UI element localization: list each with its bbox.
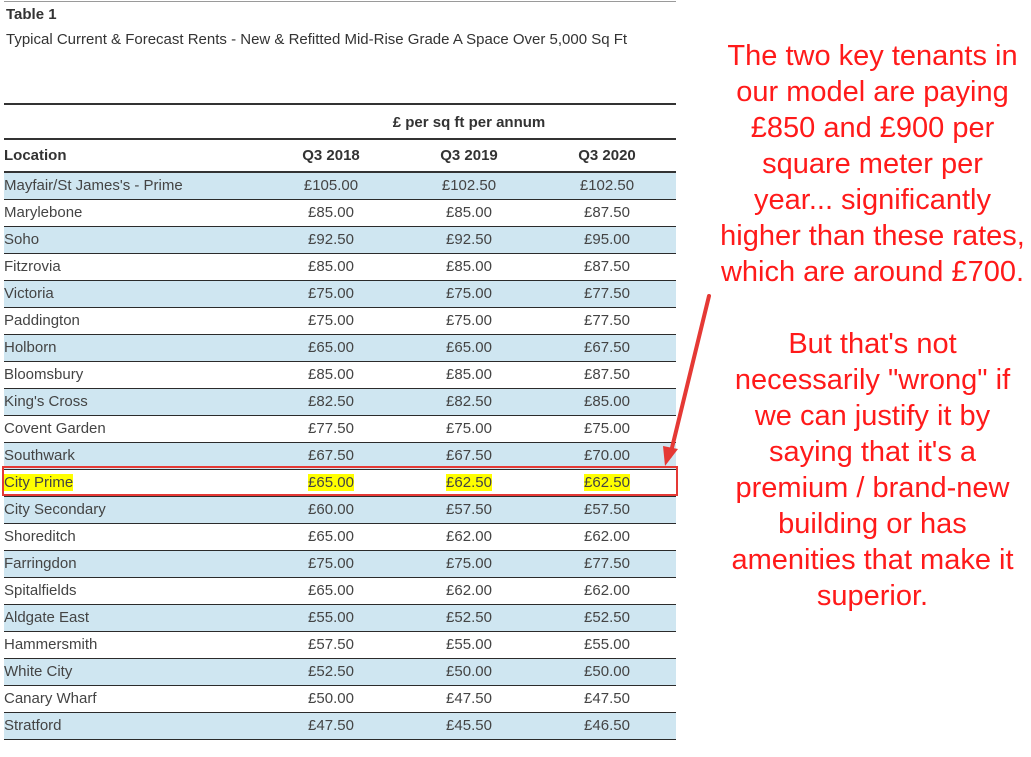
cell-q3-2018: £92.50	[308, 231, 354, 248]
cell-q3-2019-wrap	[400, 339, 538, 356]
cell-q3-2018: £85.00	[308, 204, 354, 221]
cell-q3-2019: £102.50	[441, 177, 497, 194]
cell-q3-2020-wrap	[538, 231, 676, 248]
cell-q3-2018-wrap	[262, 636, 400, 653]
cell-q3-2019: £75.00	[446, 420, 492, 437]
cell-q3-2018: £50.00	[308, 690, 354, 707]
cell-location: Marylebone	[4, 204, 83, 221]
column-header-location: Location	[4, 147, 67, 164]
cell-q3-2018: £85.00	[308, 258, 354, 275]
cell-q3-2019: £75.00	[446, 285, 492, 302]
cell-q3-2019-wrap	[400, 582, 538, 599]
cell-q3-2019: £75.00	[446, 555, 492, 572]
cell-location-wrap	[4, 312, 80, 329]
cell-q3-2019: £50.00	[446, 663, 492, 680]
table-row	[4, 389, 676, 416]
cell-q3-2020: £85.00	[584, 393, 630, 410]
table-body	[4, 173, 676, 740]
cell-q3-2019-wrap	[400, 663, 538, 680]
table-row	[4, 551, 676, 578]
cell-q3-2019-wrap	[400, 609, 538, 626]
cell-location: Spitalfields	[4, 582, 77, 599]
cell-q3-2018-wrap	[262, 393, 400, 410]
cell-location: Covent Garden	[4, 420, 106, 437]
cell-q3-2019: £62.00	[446, 528, 492, 545]
cell-location: Bloomsbury	[4, 366, 84, 383]
cell-q3-2018-wrap	[262, 312, 400, 329]
cell-q3-2018-wrap	[262, 501, 400, 518]
cell-q3-2019: £55.00	[446, 636, 492, 653]
cell-location-wrap	[4, 393, 88, 410]
cell-q3-2020-wrap	[538, 285, 676, 302]
cell-q3-2018-wrap	[262, 528, 400, 545]
cell-location: Paddington	[4, 312, 80, 329]
cell-q3-2020-wrap	[538, 663, 676, 680]
table-row	[4, 524, 676, 551]
cell-q3-2020-wrap	[538, 501, 676, 518]
cell-q3-2019: £65.00	[446, 339, 492, 356]
column-header-row	[4, 141, 676, 171]
cell-q3-2018-wrap	[262, 339, 400, 356]
cell-q3-2020: £87.50	[584, 366, 630, 383]
cell-q3-2019-wrap	[400, 528, 538, 545]
cell-q3-2019-wrap	[400, 690, 538, 707]
cell-q3-2018: £65.00	[308, 474, 354, 491]
cell-q3-2019-wrap	[400, 393, 538, 410]
cell-q3-2019: £85.00	[446, 204, 492, 221]
cell-location: Stratford	[4, 717, 62, 734]
cell-location-wrap	[4, 528, 76, 545]
top-rule	[4, 1, 676, 2]
cell-q3-2019: £75.00	[446, 312, 492, 329]
cell-q3-2019-wrap	[400, 447, 538, 464]
cell-q3-2019-wrap	[400, 312, 538, 329]
cell-location: Farringdon	[4, 555, 77, 572]
cell-q3-2020: £95.00	[584, 231, 630, 248]
cell-q3-2018-wrap	[262, 555, 400, 572]
cell-q3-2018: £82.50	[308, 393, 354, 410]
table-row	[4, 659, 676, 686]
table-title: Table 1	[6, 6, 57, 23]
table-row	[4, 416, 676, 443]
cell-location: Aldgate East	[4, 609, 90, 626]
cell-q3-2020-wrap	[538, 204, 676, 221]
cell-q3-2020: £47.50	[584, 690, 630, 707]
table-row	[4, 578, 676, 605]
cell-q3-2018-wrap	[262, 447, 400, 464]
table-row	[4, 227, 676, 254]
cell-q3-2020: £50.00	[584, 663, 630, 680]
table-row	[4, 335, 676, 362]
cell-location-wrap	[4, 501, 106, 518]
column-header-q3-2019: Q3 2019	[440, 147, 498, 164]
cell-q3-2020: £77.50	[584, 312, 630, 329]
table-row	[4, 605, 676, 632]
cell-q3-2018: £75.00	[308, 555, 354, 572]
cell-location-wrap	[4, 231, 39, 248]
cell-q3-2018: £52.50	[308, 663, 354, 680]
table-row	[4, 713, 676, 740]
table-row	[4, 200, 676, 227]
cell-q3-2019-wrap	[400, 258, 538, 275]
cell-q3-2018-wrap	[262, 204, 400, 221]
cell-q3-2018: £60.00	[308, 501, 354, 518]
cell-q3-2018-wrap	[262, 366, 400, 383]
cell-q3-2018: £75.00	[308, 312, 354, 329]
cell-q3-2018-wrap	[262, 177, 400, 194]
unit-header: £ per sq ft per annum	[392, 114, 546, 131]
cell-q3-2020-wrap	[538, 258, 676, 275]
cell-q3-2020: £57.50	[584, 501, 630, 518]
cell-q3-2018-wrap	[262, 285, 400, 302]
table-row	[4, 254, 676, 281]
cell-location-wrap	[4, 663, 72, 680]
cell-location: Canary Wharf	[4, 690, 97, 707]
table-subtitle: Typical Current & Forecast Rents - New & Refitted Mid-Rise Grade A Space Over 5,000 Sq Ft	[6, 31, 628, 48]
cell-location-wrap	[4, 555, 77, 572]
cell-location-wrap	[4, 717, 62, 734]
header-top-rule	[4, 103, 676, 105]
cell-q3-2019-wrap	[400, 204, 538, 221]
cell-q3-2018: £65.00	[308, 339, 354, 356]
cell-q3-2019: £47.50	[446, 690, 492, 707]
cell-q3-2020: £70.00	[584, 447, 630, 464]
cell-q3-2018: £105.00	[303, 177, 359, 194]
cell-q3-2020: £87.50	[584, 258, 630, 275]
cell-q3-2020: £77.50	[584, 555, 630, 572]
cell-q3-2019-wrap	[400, 636, 538, 653]
cell-q3-2020: £67.50	[584, 339, 630, 356]
table-row	[4, 632, 676, 659]
cell-location-wrap	[4, 204, 82, 221]
cell-q3-2019-wrap	[400, 501, 538, 518]
cell-q3-2020-wrap	[538, 312, 676, 329]
cell-location: Holborn	[4, 339, 57, 356]
cell-q3-2019: £62.50	[446, 474, 492, 491]
cell-location: Fitzrovia	[4, 258, 61, 275]
unit-rule	[4, 138, 676, 140]
cell-q3-2020: £55.00	[584, 636, 630, 653]
cell-location: City Prime	[4, 474, 74, 491]
cell-q3-2020: £62.00	[584, 528, 630, 545]
cell-q3-2020-wrap	[538, 528, 676, 545]
cell-q3-2018-wrap	[262, 717, 400, 734]
cell-q3-2020: £77.50	[584, 285, 630, 302]
cell-q3-2018-wrap	[262, 231, 400, 248]
cell-q3-2020-wrap	[538, 582, 676, 599]
cell-q3-2018-wrap	[262, 690, 400, 707]
cell-q3-2020: £62.00	[584, 582, 630, 599]
cell-q3-2019: £82.50	[446, 393, 492, 410]
cell-location: Hammersmith	[4, 636, 98, 653]
cell-q3-2018: £65.00	[308, 528, 354, 545]
cell-location: Victoria	[4, 285, 54, 302]
cell-q3-2020-wrap	[538, 447, 676, 464]
annotation-paragraph-2: But that's not necessarily "wrong" if we can justify it by saying that it's a premium / brand-new building or has amenities that make it superior.	[731, 328, 1014, 612]
cell-location: Soho	[4, 231, 40, 248]
cell-location: Mayfair/St James's - Prime	[4, 177, 183, 194]
cell-location-wrap	[4, 636, 97, 653]
cell-q3-2018-wrap	[262, 663, 400, 680]
cell-q3-2020: £62.50	[584, 474, 630, 491]
cell-location-wrap	[4, 420, 106, 437]
cell-location-wrap	[4, 285, 54, 302]
cell-q3-2020-wrap	[538, 717, 676, 734]
cell-q3-2018: £47.50	[308, 717, 354, 734]
cell-q3-2019: £62.00	[446, 582, 492, 599]
cell-q3-2018: £77.50	[308, 420, 354, 437]
cell-q3-2019: £52.50	[446, 609, 492, 626]
cell-q3-2018-wrap	[262, 582, 400, 599]
cell-location: Shoreditch	[4, 528, 76, 545]
cell-q3-2020-wrap	[538, 177, 676, 194]
cell-location-wrap	[4, 366, 83, 383]
cell-q3-2018-wrap	[262, 420, 400, 437]
cell-location: White City	[4, 663, 73, 680]
cell-q3-2018: £85.00	[308, 366, 354, 383]
cell-q3-2019: £92.50	[446, 231, 492, 248]
cell-q3-2020: £102.50	[579, 177, 635, 194]
cell-q3-2020-wrap	[538, 555, 676, 572]
cell-q3-2019: £45.50	[446, 717, 492, 734]
cell-q3-2018: £55.00	[308, 609, 354, 626]
column-header-q3-2018: Q3 2018	[302, 147, 360, 164]
cell-q3-2020-wrap	[538, 690, 676, 707]
cell-location: Southwark	[4, 447, 75, 464]
cell-q3-2018: £75.00	[308, 285, 354, 302]
cell-q3-2020-wrap	[538, 366, 676, 383]
cell-q3-2019: £85.00	[446, 366, 492, 383]
table-row	[4, 362, 676, 389]
cell-location-wrap	[4, 258, 61, 275]
cell-q3-2019: £85.00	[446, 258, 492, 275]
cell-location-wrap	[4, 339, 57, 356]
cell-location-wrap	[4, 690, 97, 707]
cell-q3-2020-wrap	[538, 609, 676, 626]
column-header-q3-2020: Q3 2020	[578, 147, 636, 164]
cell-q3-2020-wrap	[538, 393, 676, 410]
annotation-note	[720, 38, 1025, 614]
cell-location-wrap	[4, 447, 75, 464]
cell-q3-2019: £67.50	[446, 447, 492, 464]
table-row	[4, 497, 676, 524]
cell-q3-2019: £57.50	[446, 501, 492, 518]
cell-location: City Secondary	[4, 501, 106, 518]
table-row	[4, 173, 676, 200]
cell-q3-2020-wrap	[538, 636, 676, 653]
cell-q3-2020: £52.50	[584, 609, 630, 626]
cell-q3-2020: £75.00	[584, 420, 630, 437]
cell-q3-2018: £67.50	[308, 447, 354, 464]
cell-q3-2020-wrap	[538, 420, 676, 437]
cell-q3-2019-wrap	[400, 285, 538, 302]
cell-location: King's Cross	[4, 393, 88, 410]
cell-q3-2020: £46.50	[584, 717, 630, 734]
cell-q3-2019-wrap	[400, 717, 538, 734]
cell-q3-2019-wrap	[400, 366, 538, 383]
cell-q3-2020-wrap	[538, 339, 676, 356]
cell-q3-2019-wrap	[400, 555, 538, 572]
cell-q3-2019-wrap	[400, 231, 538, 248]
cell-location-wrap	[4, 177, 183, 194]
cell-q3-2019-wrap	[400, 177, 538, 194]
table-row	[4, 281, 676, 308]
table-row	[4, 308, 676, 335]
table-row	[4, 686, 676, 713]
cell-location-wrap	[4, 609, 89, 626]
cell-q3-2019-wrap	[400, 420, 538, 437]
cell-q3-2018-wrap	[262, 609, 400, 626]
cell-location-wrap	[4, 582, 77, 599]
cell-q3-2018-wrap	[262, 258, 400, 275]
cell-q3-2018: £65.00	[308, 582, 354, 599]
cell-q3-2020: £87.50	[584, 204, 630, 221]
annotation-paragraph-1: The two key tenants in our model are paying £850 and £900 per square meter per year... significantly higher than these rates, which are around £700.	[720, 40, 1025, 288]
highlight-box-city-prime	[2, 466, 678, 496]
cell-q3-2018: £57.50	[308, 636, 354, 653]
